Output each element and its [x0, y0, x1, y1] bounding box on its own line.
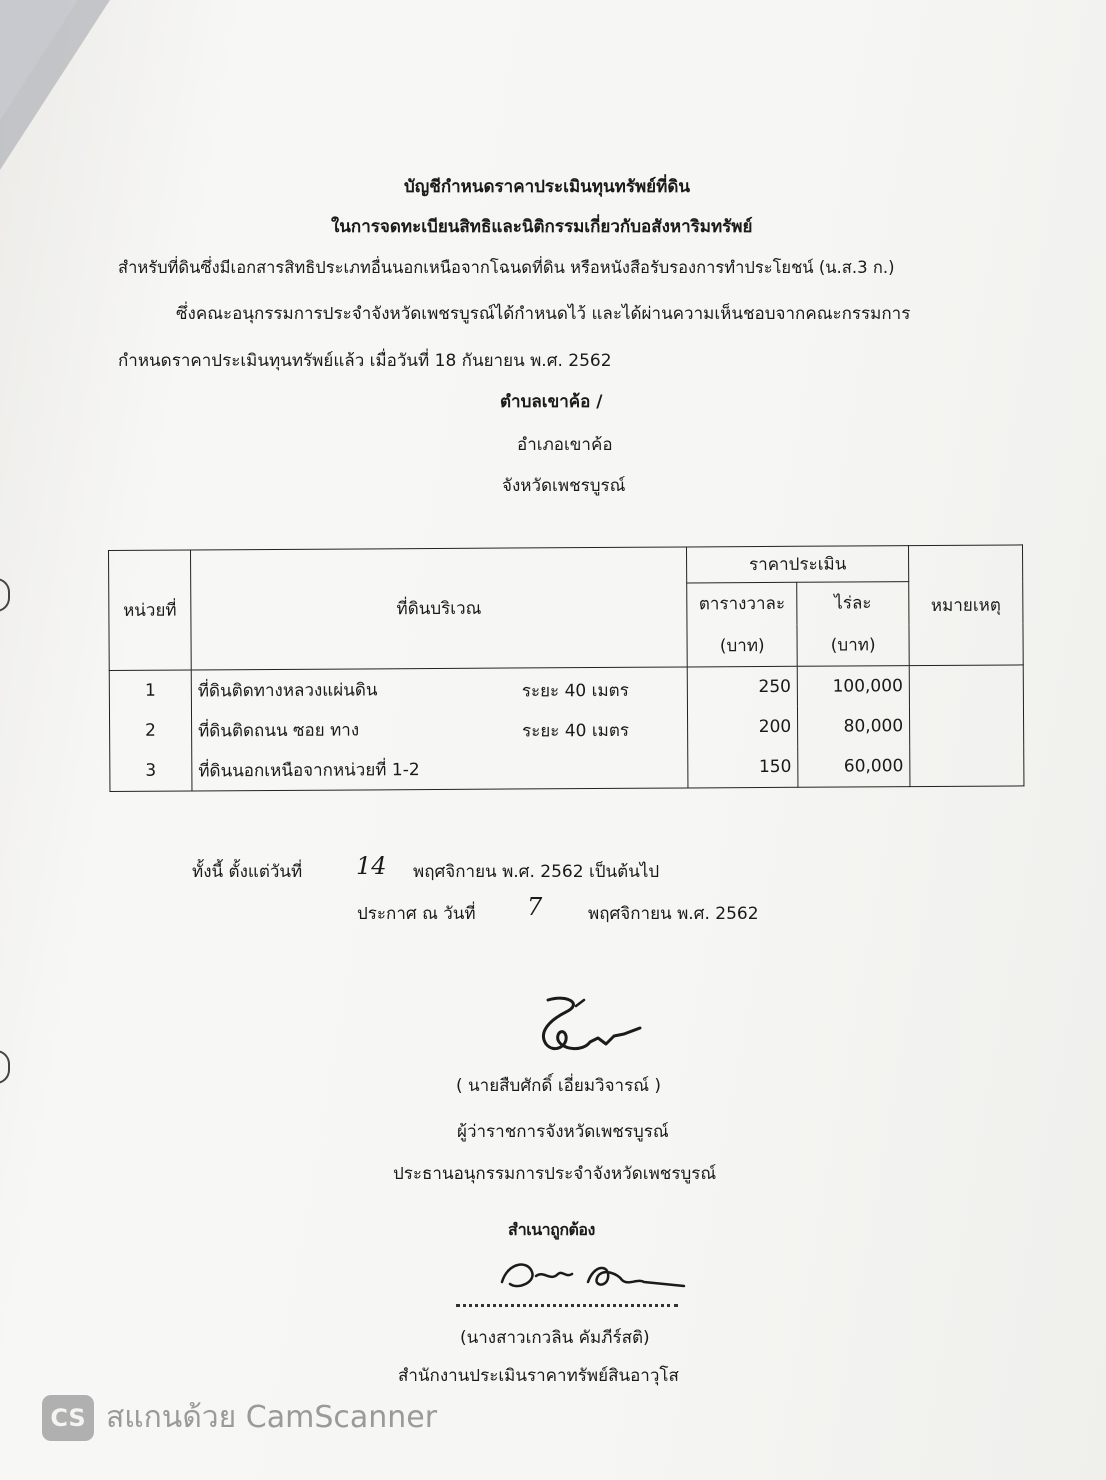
header-per-rai: ไร่ละ — [797, 582, 909, 625]
signature-dotted-line — [456, 1304, 678, 1307]
announced-prefix: ประกาศ ณ วันที่ — [357, 904, 476, 924]
price-per-sqwah: 200 — [688, 707, 798, 748]
remark-cell — [909, 665, 1023, 706]
header-baht-unit: (บาท) — [797, 624, 909, 667]
certified-stamp: สำเนาถูกต้อง — [508, 1220, 595, 1239]
effective-prefix: ทั้งนี้ ตั้งแต่วันที่ — [192, 862, 303, 882]
governor-signature — [528, 990, 658, 1060]
area-cell — [191, 667, 687, 711]
heading-line-2: ในการจดทะเบียนสิทธิและนิติกรรมเกี่ยวกับอสังหาริมทรัพย์ — [331, 217, 753, 237]
table-row — [110, 745, 1024, 791]
governor-name: ( นายสืบศักดิ์ เอี่ยมวิจารณ์ ) — [456, 1076, 662, 1096]
heading-line-3: สำหรับที่ดินซึ่งมีเอกสารสิทธิประเภทอื่นนอกเหนือจากโฉนดที่ดิน หรือหนังสือรับรองการทำประโยชน์ (น.ส.3 ก.) — [118, 258, 895, 277]
camscanner-watermark — [42, 1394, 437, 1441]
folded-corner-highlight — [0, 0, 78, 120]
certifier-name: (นางสาวเกวลิน คัมภีร์สติ) — [460, 1328, 650, 1348]
distance-text: ระยะ 40 เมตร — [521, 720, 630, 742]
remark-cell — [909, 705, 1023, 746]
header-unit: หน่วยที่ — [109, 550, 192, 670]
unit-cell: 1 — [109, 670, 191, 711]
effective-suffix: พฤศจิกายน พ.ศ. 2562 เป็นต้นไป — [413, 862, 660, 882]
header-appraisal: ราคาประเมิน — [687, 546, 909, 583]
appraisal-table — [108, 544, 1024, 792]
header-baht-unit: (บาท) — [687, 624, 797, 667]
certifier-signature — [488, 1252, 688, 1302]
remark-cell — [910, 745, 1024, 786]
heading-line-5: กำหนดราคาประเมินทุนทรัพย์แล้ว เมื่อวันที่ 18 กันยายน พ.ศ. 2562 — [118, 351, 612, 371]
distance-text: ระยะ 40 เมตร — [521, 680, 629, 702]
effective-day: 14 — [356, 852, 387, 880]
heading-line-4: ซึ่งคณะอนุกรรมการประจำจังหวัดเพชรบูรณ์ได้กำหนดไว้ และได้ผ่านความเห็นชอบจากคณะกรรมการ — [176, 304, 911, 324]
price-per-rai: 100,000 — [797, 666, 909, 707]
header-per-sqwah: ตารางวาละ — [687, 582, 797, 625]
header-remark: หมายเหตุ — [909, 545, 1024, 666]
area-text: ที่ดินติดถนน ซอย ทาง — [197, 719, 360, 741]
area-cell — [192, 747, 688, 791]
announced-suffix: พฤศจิกายน พ.ศ. 2562 — [588, 904, 759, 924]
governor-position: ผู้ว่าราชการจังหวัดเพชรบูรณ์ — [457, 1122, 669, 1142]
punch-hole-mark — [0, 1050, 10, 1084]
price-per-rai: 80,000 — [798, 706, 910, 747]
price-per-sqwah: 150 — [688, 747, 798, 788]
certifier-office: สำนักงานประเมินราคาทรัพย์สินอาวุโส — [398, 1366, 679, 1386]
heading-line-1: บัญชีกำหนดราคาประเมินทุนทรัพย์ที่ดิน — [404, 177, 691, 197]
camscanner-text: สแกนด้วย CamScanner — [106, 1400, 438, 1435]
price-per-sqwah: 250 — [687, 666, 797, 707]
unit-cell: 2 — [109, 710, 191, 750]
governor-role: ประธานอนุกรรมการประจำจังหวัดเพชรบูรณ์ — [393, 1164, 717, 1184]
district-label: อำเภอเขาค้อ — [517, 435, 613, 455]
area-cell — [191, 707, 687, 750]
area-text: ที่ดินนอกเหนือจากหน่วยที่ 1-2 — [198, 759, 420, 781]
announced-day: 7 — [527, 893, 543, 921]
table-row — [109, 665, 1023, 711]
punch-hole-mark — [0, 578, 10, 612]
price-per-rai: 60,000 — [798, 746, 910, 787]
camscanner-logo-icon: CS — [42, 1395, 94, 1441]
province-label: จังหวัดเพชรบูรณ์ — [502, 476, 626, 496]
area-text: ที่ดินติดทางหลวงแผ่นดิน — [197, 679, 378, 701]
unit-cell: 3 — [110, 750, 192, 791]
header-area: ที่ดินบริเวณ — [190, 547, 687, 670]
subdistrict-label: ตำบลเขาค้อ / — [500, 392, 603, 412]
table-row — [109, 705, 1023, 751]
